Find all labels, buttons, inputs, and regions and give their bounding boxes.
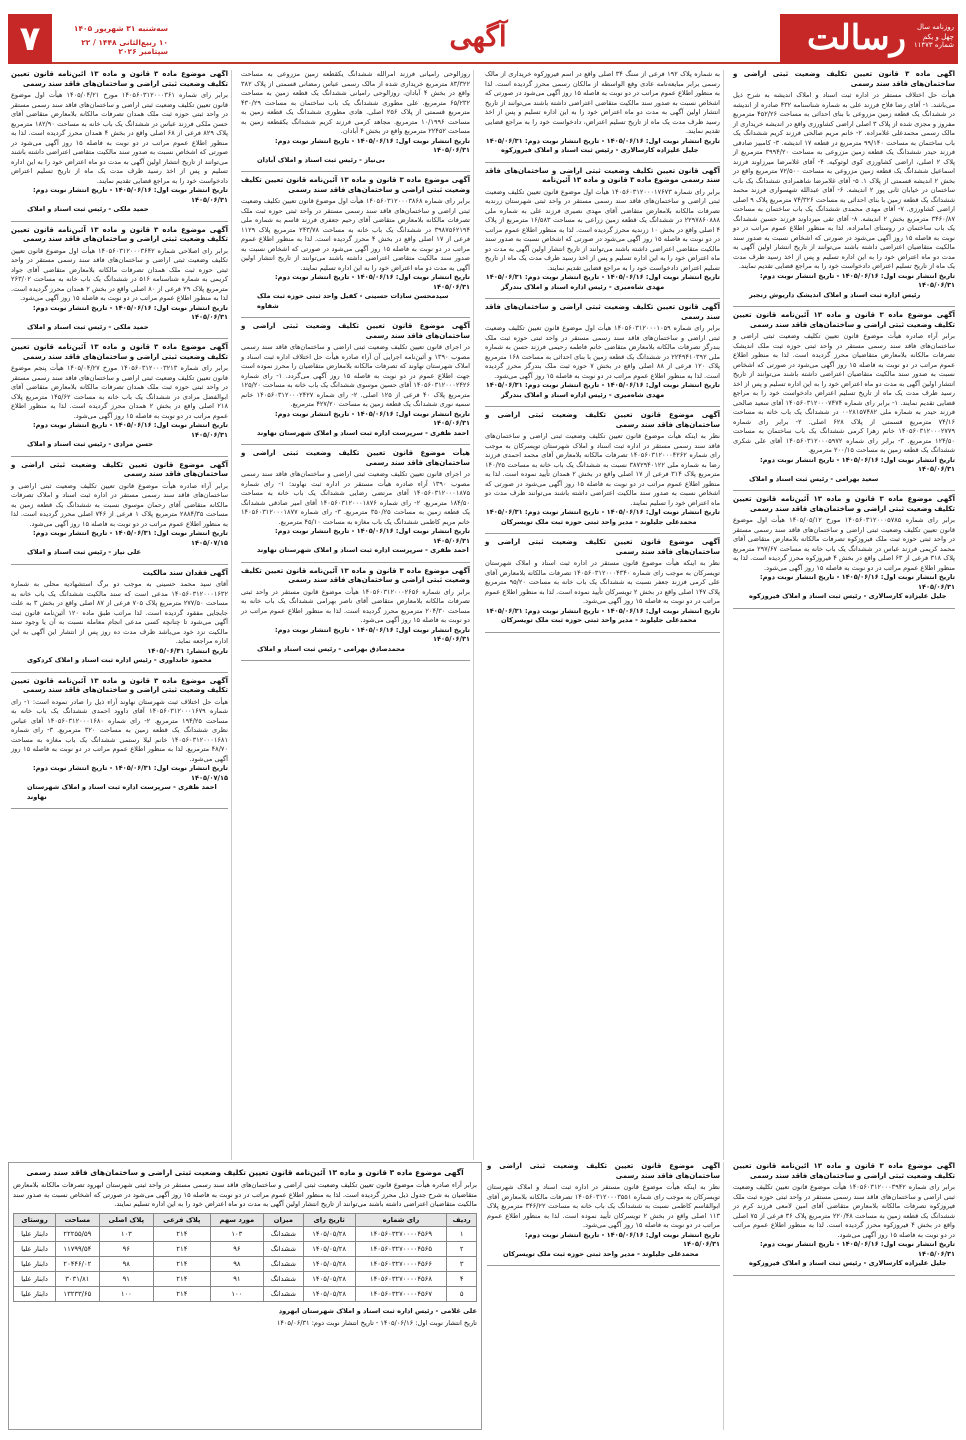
- divider: [11, 221, 228, 222]
- notice: [733, 495, 955, 602]
- divider: [485, 632, 720, 633]
- notice: [241, 567, 470, 655]
- notice-body: برابر رای شماره ۱۴۰۵۶۰۳۱۲۰۰۰۱۷۶۷۳ هیأت اول موضوع قانون تعیین تکلیف وضعیت ثبتی اراضی و ساختمان‌های فاقد سند رسمی مستقر در واحد ثبتی شهرستان زرندیه تصرفات مالکانه بلامعارض متقاضی آقای مهدی نصیری فرزند علی به شماره ملی ۲۲۹۷۸۶۰۸۸۸ در ششدانگ یک قطعه زمین زراعی به مساحت ۱۶/۵۸۳ مترمربع از پلاک ۴ اصلی واقع در بخش ۱۰ زرندیه محرز گردیده است. لذا به منظور اطلاع عموم مراتب در دو نوبت به فاصله ۱۵ روز آگهی می‌شود در صورتی که اشخاص نسبت به صدور سند مالکیت متقاضی اعتراضی داشته باشند می‌توانند از تاریخ انتشار اولین آگهی به مدت دو ماه اعتراض خود را به این اداره تسلیم و پس از اخذ رسید ظرف مدت یک ماه از تاریخ تسلیم اعتراض دادخواست خود را به مراجع قضایی تقدیم نمایند.: [485, 187, 721, 272]
- notice-body: در اجرای قانون تعیین تکلیف وضعیت ثبتی اراضی و ساختمان‌های فاقد سند رسمی مصوب ۱۳۹۰ آراء صادره هیأت مستقر در اداره ثبت نهاوند: ۱- رای شماره ۱۴۰۵۶۰۳۱۲۰۰۰۱۸۷۵ آقای مرتضی رضایی ششدانگ یک باب خانه به مساحت ۱۸۴/۵۰ مترمربع. ۲- رای شماره ۱۴۰۵۶۰۳۱۲۰۰۰۱۸۷۶ آقای امیر صادقی ششدانگ یک قطعه زمین به مساحت ۳۵۰/۲۵ مترمربع. ۳- رای شماره ۱۴۰۵۶۰۳۱۲۰۰۰۱۸۷۷ خانم مریم کاظمی ششدانگ یک باب مغازه به مساحت ۴۵/۱۰ مترمربع.: [241, 470, 470, 526]
- notice-body: برابر رای شماره ۱۴۰۵۶۰۳۱۲۰۰۰۳۶۱ مورخ ۱۴۰۵/۰۴/۲۱ هیأت اول موضوع قانون تعیین تکلیف وضعیت ثبتی اراضی و ساختمان‌های فاقد سند رسمی مستقر در واحد ثبتی حوزه ثبت ملک همدان تصرفات مالکانه بلامعارض متقاضی آقای حسن ملکی فرزند عباس در ششدانگ یک باب خانه به مساحت ۱۸۲/۹۰ مترمربع پلاک ۸۲۹ فرعی از ۶۸ اصلی واقع در بخش ۴ همدان محرز گردیده است. لذا به منظور اطلاع عموم مراتب در دو نوبت به فاصله ۱۵ روز آگهی می‌شود در صورتی که اشخاص نسبت به صدور سند مالکیت متقاضی اعتراضی داشته باشند می‌توانند از تاریخ انتشار اولین آگهی به مدت دو ماه اعتراض خود را به این اداره تسلیم و پس از اخذ رسید ظرف مدت یک ماه از تاریخ تسلیم اعتراض دادخواست خود را به مراجع قضایی تقدیم نمایند.: [11, 91, 228, 185]
- notice-columns: [8, 70, 958, 1160]
- table-row: [14, 1286, 477, 1301]
- table-cell: ۴: [447, 1271, 477, 1286]
- notice-date: تاریخ انتشار نوبت اول: ۱۴۰۵/۰۶/۱۶ - تاریخ انتشار نوبت دوم: ۱۴۰۵/۰۶/۳۱: [275, 273, 470, 291]
- table-cell: ۱۳۲۳۳/۶۵: [56, 1286, 100, 1301]
- notice-title: آگهی موضوع ماده ۳ قانون و ماده ۱۳ آئین‌نامه قانون تعیین تکلیف وضعیت ثبتی اراضی و ساختمان‌های فاقد سند رسمی: [241, 566, 470, 584]
- notice-signature: محمدعلی جلیلوند - مدیر واحد ثبتی حوزه ثبت ملک تویسرکان: [501, 517, 697, 526]
- table-notice-signature: علی غلامی - رئیس اداره ثبت اسناد و املاک شهرستان ابهرود: [278, 1306, 477, 1315]
- table-notice-intro: برابر آراء صادره هیأت موضوع قانون تعیین تکلیف وضعیت ثبتی اراضی و ساختمان‌های فاقد سند رسمی مستقر در واحد ثبتی شهرستان ابهرود تصرفات مالکانه بلامعارض متقاضیان به شرح جدول ذیل محرز گردیده است. لذا به منظور اطلاع عموم مراتب در دو نوبت به فاصله ۱۵ روز آگهی می‌شود در صورتی که اشخاص نسبت به صدور سند مالکیت متقاضیان اعتراضی داشته باشند می‌توانند از تاریخ انتشار اولین آگهی به مدت دو ماه اعتراض خود را به این اداره تسلیم نمایند.: [13, 1181, 478, 1208]
- notice-date: تاریخ انتشار نوبت اول: ۱۴۰۵/۰۶/۱۶ - تاریخ انتشار نوبت دوم: ۱۴۰۵/۰۶/۳۱: [275, 625, 470, 643]
- notice-signature: احمد ظفری - سرپرست اداره ثبت اسناد و املاک شهرستان نهاوند: [257, 428, 469, 437]
- notice: [11, 70, 228, 215]
- notice-body: روزالوحی رامیانی فرزند امرالله ششدانگ یکقطعه زمین مزروعی به مساحت ۸۳/۳۲۲ مترمربع خریداری شده از مالک رسمی عباس رمضانی قسمتی از پلاک ۳۸۲ واقع در بخش ۴ آبادان. روزالوحی رامیانی ششدانگ یک قطعه زمین به مساحت ۶۵/۲۳۲ مترمربع. علی مطوری ششدانگ یک باب ساختمان به مساحت ۴۳۰/۲۹ مترمربع قسمتی از پلاک ۲۵۶ اصلی. هادی مطوری ششدانگ یک قطعه زمین به مساحت ۱۰/۱۹۹۶ مترمربع. مجاهد کرمی فرزند کریم ششدانگ یکقطعه زمین به مساحت ۲۲۴۵۲ مترمربع واقع در بخش ۴ آبادان.: [241, 70, 470, 135]
- table-cell: ۱۴۰۵۶۰۳۲۷۰۰۰۰۴۵۶۹: [355, 1226, 447, 1241]
- table-cell: ۹۸: [99, 1256, 153, 1271]
- divider: [241, 660, 470, 661]
- notice-date: تاریخ انتشار نوبت اول: ۱۴۰۵/۰۶/۱۶ - تاریخ انتشار نوبت دوم: ۱۴۰۵/۰۶/۳۱: [485, 381, 720, 389]
- table-header-cell: رای شماره: [355, 1213, 447, 1226]
- divider: [487, 1265, 720, 1266]
- notice-body: نظر به اینکه هیأت موضوع قانون تعیین تکلیف وضعیت ثبتی اراضی و ساختمان‌های فاقد سند رسمی مستقر در اداره ثبت اسناد و املاک شهرستان تویسرکان به موجب رای شماره ۱۴۰۵۶۰۳۱۲۰۰۰۴۲۶۲ تصرفات مالکانه بلامعارض آقای محمد احمدی فرزند رضا به شماره ملی ۳۸۷۲۹۴۰۱۲۲ نسبت به ششدانگ یک باب خانه به مساحت ۱۴۰/۲۵ مترمربع پلاک ۳۱۴ فرعی از ۱۷ اصلی واقع در بخش ۲ همدان تأیید نموده است. لذا به منظور اطلاع عموم مراتب در دو نوبت به فاصله ۱۵ روز آگهی می‌شود در صورتی که اشخاص نسبت به صدور سند مالکیت اعتراضی داشته باشند می‌توانند ظرف مدت دو ماه اعتراض خود را تسلیم نمایند.: [485, 432, 721, 507]
- notice-body: آقای سید محمد حسینی به موجب دو برگ استشهادیه محلی به شماره ۱۴۰۵۶۰۳۱۲۰۰۰۱۶۳۲ مدعی است که سند مالکیت ششدانگ یک باب خانه به مساحت ۲۷۷/۵۰ مترمربع پلاک ۷۰۵ فرعی از ۸۷ اصلی واقع در بخش ۳ به علت جابجایی مفقود گردیده است. لذا مراتب طبق ماده ۱۲۰ آئین‌نامه قانون ثبت آگهی می‌شود تا چنانچه کسی مدعی انجام معامله نسبت به آن یا وجود سند مالکیت نزد خود می‌باشد ظرف مدت ده روز پس از انتشار این آگهی به این اداره مراجعه نماید.: [11, 580, 229, 645]
- notice-date: تاریخ انتشار نوبت اول: ۱۴۰۵/۰۶/۱۶ - تاریخ انتشار نوبت دوم: ۱۴۰۵/۰۶/۳۱: [33, 303, 228, 321]
- table-cell: ششدانگ: [263, 1226, 303, 1241]
- column-4: [8, 70, 232, 1160]
- table-cell: ششدانگ: [263, 1241, 303, 1256]
- bottom-right-col-1: [730, 1162, 958, 1430]
- table-cell: ۱۰۰: [210, 1286, 263, 1301]
- notice-body: هیأت حل اختلاف ثبت شهرستان نهاوند آراء ذیل را صادر نموده است: ۱- رای شماره ۱۴۰۵۶۰۳۱۲۰۰۰۱۶۷۹ آقای داوود احمدی ششدانگ یک باب خانه به مساحت ۱۹۴/۲۵ مترمربع. ۲- رای شماره ۱۴۰۵۶۰۳۱۲۰۰۰۱۶۸۰ آقای عباس نظری ششدانگ یک قطعه زمین به مساحت ۳۲۰ مترمربع. ۳- رای شماره ۱۴۰۵۶۰۳۱۲۰۰۰۱۶۸۱ خانم لیلا رستمی ششدانگ یک باب مغازه به مساحت ۴۸/۷۰ مترمربع. لذا به منظور اطلاع عموم مراتب در دو نوبت به فاصله ۱۵ روز آگهی می‌شود.: [11, 697, 229, 763]
- divider: [11, 672, 228, 673]
- notice: [11, 677, 228, 803]
- table-cell: ۱۴۰۵/۰۵/۲۸: [303, 1226, 355, 1241]
- notice-signature: سعید بهرامی - رئیس ثبت اسناد و املاک: [749, 474, 879, 483]
- column-3: [238, 70, 474, 1160]
- notice-title: آگهی موضوع قانون تعیین تکلیف وضعیت ثبتی اراضی و ساختمان‌های فاقد سند رسمی: [11, 460, 228, 478]
- notice-date: تاریخ انتشار نوبت اول: ۱۴۰۵/۰۶/۱۶ - تاریخ انتشار نوبت دوم: ۱۴۰۵/۰۶/۳۱: [33, 186, 228, 204]
- notice-signature: محمدعلی جلیلوند - مدیر واحد ثبتی حوزه ثبت ملک تویسرکان: [503, 1249, 699, 1258]
- notice-body: برابر رای شماره ۱۴۰۵۶۰۳۱۲۰۰۰۵۷۸۵ مورخ ۱۴۰۵/۰۵/۱۲ هیأت اول موضوع قانون تعیین تکلیف وضعیت ثبتی اراضی و ساختمان‌های فاقد سند رسمی مستقر در واحد ثبتی حوزه ثبت ملک فیروزکوه تصرفات مالکانه بلامعارض متقاضی آقای محمد کریمی فرزند عباس در ششدانگ یک باب خانه به مساحت ۲۹۷/۶۷ مترمربع پلاک ۳۱۸ فرعی از ۶۳ اصلی واقع در بخش ۴ فیروزکوه محرز گردیده است. لذا به منظور اطلاع عموم مراتب در دو نوبت به فاصله ۱۵ روز آگهی می‌شود.: [733, 516, 955, 572]
- table-cell: دابنار علیا: [14, 1271, 56, 1286]
- notice-body: هیأت حل اختلاف مستقر در اداره ثبت اسناد و املاک اندیشه به شرح ذیل می‌باشد. ۱- آقای رضا فلاح فرزند علی به شماره شناسنامه ۴۳۲ صادره از اندیشه در ششدانگ یک قطعه زمین مزروعی با بنای احداثی به مساحت ۴۵۲/۲۶ مترمربع مفروز و مجزی شده از پلاک ۳ اصلی اراضی کشاورزی واقع در اندیشه خریداری از مالک رسمی محمدعلی غلامزاده. ۲- خانم مریم صالحی فرزند کریم ششدانگ یک باب ساختمان به مساحت ۹۹/۱۴۰ مترمربع در قطعه ۱۷ اندیشه. ۳- کامبیز صادقی فرزند حیدر ششدانگ یک قطعه زمین مزروعی به مساحت ۳۹۹۴/۲۰ مترمربع از پلاک ۲ اصلی، اراضی کشاورزی کوی لوتوکیه. ۴- آقای غلامرضا میرزاوند فرزند اسماعیل ششدانگ یک قطعه زمین مزروعی به مساحت ۷۲/۵۰۰ مترمربع واقع در بخش ۲ اندیشه قسمتی از پلاک ۱. ۵- آقای غلامرضا شاهمرادی ششدانگ یک باب ساختمان در خیابان ثانی پور ۲ اندیشه. ۶- آقای عبدالله شهسواری فرزند محمد ششدانگ یک قطعه زمین با بنای احداثی به مساحت ۷۴/۳۲۶ مترمربع پلاک ۹ اصلی اراضی کشاورزی. ۷- آقای مهدی محمدی ششدانگ یک باب ساختمان به مساحت ۳۴۶۰/۸۷ مترمربع بخش ۲ اندیشه. ۸- آقای تقی میرداوند فرزند حسین ششدانگ یک باب ساختمان در روستای امامزاده. لذا به منظور اطلاع عموم مراتب در دو نوبت به فاصله ۱۵ روز آگهی می‌شود در صورتی که اشخاص نسبت به صدور سند مالکیت متقاضیان اعتراضی داشته باشند می‌توانند از تاریخ انتشار اولین آگهی به مدت دو ماه اعتراض خود را به این اداره تسلیم و پس از اخذ رسید ظرف مدت یک ماه از تاریخ تسلیم اعتراض دادخواست خود را به مراجع قضایی تقدیم نمایند.: [733, 91, 956, 270]
- notice-date: تاریخ انتشار نوبت اول: ۱۴۰۵/۰۶/۱۶ - تاریخ انتشار نوبت دوم: ۱۴۰۵/۰۶/۳۱: [275, 527, 470, 545]
- bottom-right-notices: [484, 1162, 958, 1430]
- table-cell: ۲۱۴: [154, 1241, 211, 1256]
- table-cell: ۲۱۴: [154, 1286, 211, 1301]
- table-cell: ۲۰۴۴۶/۰۲: [56, 1256, 100, 1271]
- notice-title: آگهی موضوع ماده ۳ قانون و ماده ۱۳ آئین‌نامه قانون تعیین تکلیف وضعیت ثبتی اراضی و ساختمان‌های فاقد سند رسمی: [11, 343, 228, 361]
- notice-signature: مهدی شاه‌میری - رئیس اداره اسناد و املاک بندرگز: [501, 282, 665, 291]
- table-notice-dates: تاریخ انتشار نوبت اول: ۱۴۰۵/۰۶/۱۶ - تاریخ انتشار نوبت دوم: ۱۴۰۵/۰۶/۳۱: [276, 1318, 477, 1327]
- notice: [241, 322, 470, 438]
- notice-signature: احمد ظفری - سرپرست اداره ثبت اسناد و املاک شهرستان نهاوند: [27, 783, 217, 801]
- notice-date: تاریخ انتشار نوبت اول: ۱۴۰۵/۰۶/۱۶ - تاریخ انتشار نوبت دوم: ۱۴۰۵/۰۶/۳۱: [275, 409, 470, 427]
- table-cell: ۹۶: [210, 1241, 263, 1256]
- notice: [11, 461, 228, 558]
- divider: [11, 564, 228, 565]
- notice-date: تاریخ انتشار نوبت اول: ۱۴۰۵/۰۶/۱۶ - تاریخ انتشار نوبت دوم: ۱۴۰۵/۰۶/۳۱: [760, 573, 955, 591]
- table-cell: ۱۰۰: [99, 1286, 153, 1301]
- table-cell: ۱۰۳: [99, 1226, 153, 1241]
- notice: [241, 176, 470, 311]
- notice: [733, 311, 955, 484]
- table-row: [14, 1271, 477, 1286]
- notice-date: تاریخ انتشار نوبت اول: ۱۴۰۵/۰۶/۳۱ - تاریخ انتشار نوبت دوم: ۱۴۰۵/۰۷/۱۵: [33, 529, 228, 547]
- divider: [11, 338, 228, 339]
- notice-title: آگهی موضوع ماده ۳ قانون و ماده ۱۳ آئین‌نامه قانون تعیین تکلیف وضعیت ثبتی اراضی و ساختمان‌های فاقد سند رسمی: [733, 311, 955, 329]
- notice-body: برابر رای شماره ۱۴۰۵۶۰۳۱۲۰۰۰۳۲۱۳ مورخ ۱۴۰۵/۰۴/۲۷ هیأت پنجم موضوع قانون تعیین تکلیف وضعیت ثبتی اراضی و ساختمان‌های فاقد سند رسمی مستقر در واحد ثبتی حوزه ثبت ملک همدان تصرفات مالکانه بلامعارض متقاضی آقای ابوالفضل مرادی در ششدانگ یک باب خانه به مساحت ۱۴۵/۶۲ مترمربع پلاک ۲۱۸ اصلی واقع در بخش ۲ همدان محرز گردیده است. لذا به منظور اطلاع عموم مراتب در دو نوبت به فاصله ۱۵ روز آگهی می‌شود.: [11, 364, 229, 420]
- table-cell: ۹۱: [210, 1271, 263, 1286]
- table-header-cell: مساحت: [56, 1213, 100, 1226]
- table-row: [14, 1241, 477, 1256]
- table-cell: ۲: [447, 1241, 477, 1256]
- notice-date: تاریخ انتشار: ۱۴۰۵/۰۶/۳۱: [147, 646, 228, 655]
- notice-title: هیأت موضوع قانون تعیین تکلیف وضعیت ثبتی اراضی و ساختمان‌های فاقد سند رسمی: [241, 449, 470, 467]
- notice-date: تاریخ انتشار نوبت اول: ۱۴۰۵/۰۶/۱۶ - تاریخ انتشار نوبت دوم: ۱۴۰۵/۰۶/۳۱: [485, 136, 720, 145]
- notice: [241, 449, 470, 556]
- section-title: آگهی: [449, 20, 507, 53]
- table-cell: ۱۴۰۵۶۰۳۲۷۰۰۰۰۴۵۶۵: [355, 1241, 447, 1256]
- table-cell: ۲۱۴: [154, 1226, 211, 1241]
- notice-body: برابر رای شماره ۱۴۰۵۶۰۳۱۲۰۰۰۲۶۵۶ هیأت موضوع قانون مستقر در واحد ثبتی تصرفات مالکانه بلامعارض متقاضی آقای ناصر بهرامی ششدانگ یک باب خانه به مساحت ۲۰۴/۳۰ مترمربع محرز گردیده است. لذا به منظور اطلاع عموم مراتب در دو نوبت به فاصله ۱۵ روز آگهی می‌شود.: [241, 587, 471, 624]
- table-cell: ۳: [447, 1256, 477, 1271]
- column-2: [482, 70, 724, 1160]
- notice-signature: سیدمحسن سادات حسینی - کفیل واحد ثبتی حوزه ثبت ملک شفاوه: [257, 292, 449, 310]
- table-cell: ششدانگ: [263, 1271, 303, 1286]
- divider: [733, 608, 955, 609]
- notice-title: آگهی موضوع ماده ۳ قانون و ماده ۱۳ آئین‌نامه قانون تعیین تکلیف وضعیت ثبتی اراضی و ساختمان‌های فاقد سند رسمی: [11, 676, 228, 694]
- table-cell: ۲۲۲۵۵/۵۹: [56, 1226, 100, 1241]
- notice-title: آگهی ماده ۳ قانون تعیین تکلیف وضعیت ثبتی اراضی و ساختمان‌های فاقد سند رسمی: [733, 70, 955, 88]
- divider: [485, 298, 720, 299]
- masthead: [8, 14, 958, 64]
- table-cell: ۱۰۳: [210, 1226, 263, 1241]
- table-row: [14, 1256, 477, 1271]
- notice-signature: رئیس اداره ثبت اسناد و املاک اندیشک داریوش رنجبر: [749, 290, 921, 299]
- registry-table: [13, 1213, 477, 1302]
- notice-date: تاریخ انتشار نوبت اول: ۱۴۰۵/۰۶/۱۶ - تاریخ انتشار نوبت دوم: ۱۴۰۵/۰۶/۳۱: [485, 273, 720, 281]
- table-header-cell: مورد سهم: [210, 1213, 263, 1226]
- column-1: [730, 70, 958, 1160]
- table-cell: ۱: [447, 1226, 477, 1241]
- notice-date: تاریخ انتشار نوبت اول: ۱۴۰۵/۰۶/۱۶ - تاریخ انتشار نوبت دوم: ۱۴۰۵/۰۶/۳۱: [485, 508, 720, 516]
- table-cell: ۱۴۰۵۶۰۳۲۷۰۰۰۰۴۵۶۷: [355, 1286, 447, 1301]
- notice: [733, 70, 955, 300]
- notice-date: تاریخ انتشار نوبت اول: ۱۴۰۵/۰۶/۱۶ - تاریخ انتشار نوبت دوم: ۱۴۰۵/۰۶/۳۱: [275, 136, 470, 154]
- table-header-cell: روستای: [14, 1213, 56, 1226]
- notice-signature: احمد ظفری - سرپرست اداره ثبت اسناد و املاک شهرستان نهاوند: [257, 546, 469, 554]
- table-cell: ۲۱۴: [154, 1271, 211, 1286]
- notice-body: در اجرای قانون تعیین تکلیف وضعیت ثبتی اراضی و ساختمان‌های فاقد سند رسمی مصوب ۱۳۹۰ و آئین‌نامه اجرایی آن آراء صادره هیأت حل اختلاف اداره ثبت اسناد و املاک شهرستان نهاوند که تصرفات مالکانه بلامعارض متقاضیان را محرز نموده است جهت اطلاع عموم در دو نوبت به فاصله ۱۵ روز آگهی می‌گردد. ۱- رای شماره ۱۴۰۵۶۰۳۱۲۰۰۰۲۴۲۶ آقای حسین موسوی ششدانگ یک باب خانه به مساحت ۱۲۵/۲۰ مترمربع پلاک ۴۰ فرعی از ۱۲۵ اصلی. ۲- رای شماره ۱۴۰۵۶۰۳۱۲۰۰۰۲۴۲۷ خانم سمیه نوری ششدانگ یک قطعه زمین به مساحت ۴۲۷/۲۰ مترمربع.: [241, 343, 471, 408]
- notice-signature: جلیل علیزاده کارسالاری - رئیس ثبت اسناد و املاک فیروزکوه: [501, 146, 699, 154]
- notice-title: آگهی موضوع قانون تعیین تکلیف وضعیت ثبتی اراضی و ساختمان‌های فاقد سند رسمی: [487, 1162, 720, 1180]
- table-cell: ۱۴۰۵/۰۵/۲۸: [303, 1286, 355, 1301]
- notice-title: آگهی موضوع ماده ۳ قانون و ماده ۱۳ آئین‌نامه قانون تعیین تکلیف وضعیت ثبتی اراضی و ساختمان‌های فاقد سند رسمی: [733, 1162, 955, 1180]
- notice-signature: بی‌نیاز - رئیس ثبت اسناد و املاک آبادان: [257, 155, 385, 164]
- notice-body: برابر آراء صادره هیأت موضوع قانون تعیین تکلیف وضعیت ثبتی اراضی و ساختمان‌های فاقد سند رسمی مستقر در واحد ثبتی حوزه ثبت ملک اندیشک تصرفات مالکانه بلامعارض متقاضیان محرز گردیده است. لذا به منظور اطلاع عموم مراتب در دو نوبت به فاصله ۱۵ روز آگهی می‌شود در صورتی که اشخاص نسبت به صدور سند مالکیت متقاضیان اعتراضی داشته باشند می‌توانند از تاریخ انتشار اولین آگهی به مدت دو ماه اعتراض خود را به این اداره تسلیم و پس از اخذ رسید ظرف مدت یک ماه از تاریخ تسلیم اعتراض دادخواست خود را به مراجع قضایی تقدیم نمایند. ۱- برابر رای شماره ۱۴۰۵۶۰۳۱۲۰۰۰۷۴۷۴ آقای سعید صالحی فرزند حیدر به شماره ملی ۰۰۲۸۱۵۷۴۸۲ در ششدانگ یک باب خانه به مساحت ۷۴/۱۶ مترمربع قسمتی از پلاک ۶۲۸ اصلی. ۲- برابر رای شماره ۱۴۰۵۶۰۳۱۲۰۰۰۲۷۷۹ خانم زهرا کرمی ششدانگ یک باب ساختمان به مساحت ۱۲۴/۵۰ مترمربع. ۳- برابر رای شماره ۱۴۰۵۶۰۳۱۲۰۰۰۵۹۷۲ آقای علی شکری ششدانگ یک قطعه زمین به مساحت ۲۰۰/۱۵ مترمربع.: [733, 332, 955, 454]
- table-header-cell: میزان: [263, 1213, 303, 1226]
- notice-signature: علی نیاز - رئیس ثبت اسناد و املاک: [27, 548, 142, 556]
- table-cell: دابنار علیا: [14, 1286, 56, 1301]
- table-cell: ۳۰۳۱/۸۱: [56, 1271, 100, 1286]
- notice-signature: مهدی شاه‌میری - رئیس اداره اسناد و املاک بندرگز: [501, 390, 665, 399]
- bottom-right-col-2: [484, 1162, 724, 1430]
- notice-title: آگهی موضوع ماده ۳ قانون و ماده ۱۳ آئین‌نامه قانون تعیین تکلیف وضعیت ثبتی اراضی و ساختمان‌های فاقد سند رسمی: [11, 225, 228, 243]
- divider: [733, 306, 955, 307]
- table-header-row: [14, 1213, 477, 1226]
- divider: [485, 406, 720, 407]
- notice-title: آگهی قانون تعیین تکلیف وضعیت ثبتی اراضی و ساختمان‌های فاقد سند رسمی: [485, 303, 720, 321]
- notice: [11, 226, 228, 333]
- notice-date: تاریخ انتشار نوبت اول: ۱۴۰۵/۰۶/۱۶ - تاریخ انتشار نوبت دوم: ۱۴۰۵/۰۶/۳۱: [760, 455, 955, 473]
- divider: [241, 317, 470, 318]
- notice-date: تاریخ انتشار نوبت اول: ۱۴۰۵/۰۶/۱۶ - تاریخ انتشار نوبت دوم: ۱۴۰۵/۰۶/۳۱: [760, 1240, 955, 1258]
- notice-signature: حمید ملکی - رئیس ثبت اسناد و املاک: [27, 322, 149, 331]
- notice-date: تاریخ انتشار نوبت اول: ۱۴۰۵/۰۶/۳۱ - تاریخ انتشار نوبت دوم: ۱۴۰۵/۰۷/۱۵: [33, 764, 228, 782]
- notice-title: آگهی موضوع قانون تعیین تکلیف وضعیت ثبتی اراضی و ساختمان‌های فاقد سند رسمی: [485, 538, 720, 556]
- divider: [241, 562, 470, 563]
- table-header-cell: ردیف: [447, 1213, 477, 1226]
- notice-body: برابر رای شماره ۱۴۰۵۶۰۳۱۲۰۰۰۱۰۵۹ هیأت اول موضوع قانون تعیین تکلیف وضعیت ثبتی اراضی و ساختمان‌های فاقد سند رسمی مستقر در واحد ثبتی حوزه ثبت ملک بندرگز تصرفات مالکانه بلامعارض متقاضی خانم فاطمه رحیمی فرزند حسن به شماره ملی ۲۲۴۹۴۱۰۳۹۲ در ششدانگ یک قطعه زمین با بنای احداثی به مساحت ۱۶۸ مترمربع پلاک ۱۲۰ فرعی از ۸۸ اصلی واقع در بخش ۷ حوزه ثبت ملک بندرگز محرز گردیده است. لذا به منظور اطلاع عموم مراتب در دو نوبت به فاصله ۱۵ روز آگهی می‌شود.: [485, 324, 721, 380]
- divider: [485, 533, 720, 534]
- notice-body: برابر رای شماره ۱۴۰۵۶۰۳۱۲۰۰۰۳۹۴۲ هیأت موضوع قانون تعیین تکلیف وضعیت ثبتی اراضی و ساختمان‌های فاقد سند رسمی مستقر در واحد ثبتی حوزه ثبت ملک فیروزکوه تصرفات مالکانه بلامعارض متقاضی آقای امین لامعی فرزند کرم در ششدانگ یک قطعه زمین به مساحت ۲۲۰/۴۸ مترمربع پلاک ۳۶ فرعی از ۷۵ اصلی واقع در بخش ۴ فیروزکوه محرز گردیده است. لذا به منظور اطلاع عموم مراتب در دو نوبت به فاصله ۱۵ روز آگهی می‌شود.: [733, 1183, 955, 1239]
- notice: [11, 343, 228, 450]
- notice-date: تاریخ انتشار نوبت اول: ۱۴۰۵/۰۶/۱۶ - تاریخ انتشار نوبت دوم: ۱۴۰۵/۰۶/۳۱: [760, 271, 955, 289]
- brand-block: [780, 14, 958, 64]
- notice-body: نظر به اینکه هیأت موضوع قانون مستقر در اداره ثبت اسناد و املاک شهرستان تویسرکان به موجب رای شماره ۱۴۰۵۶۰۳۱۲۰۰۰۴۳۴۰ تصرفات مالکانه بلامعارض آقای علی کرمی فرزند جعفر نسبت به ششدانگ یک باب خانه به مساحت ۹۵/۲۰ مترمربع پلاک ۱۴۷ اصلی واقع در بخش ۲ تویسرکان تأیید نموده است. لذا به منظور اطلاع عموم مراتب در دو نوبت به فاصله ۱۵ روز آگهی می‌شود.: [485, 559, 720, 605]
- notice-title: آگهی موضوع ماده ۳ قانون و ماده ۱۳ آئین‌نامه قانون تعیین تکلیف وضعیت ثبتی اراضی و ساختمان‌های فاقد سند رسمی: [733, 495, 955, 513]
- table-header-cell: پلاک فرعی: [154, 1213, 211, 1226]
- table-cell: ششدانگ: [263, 1256, 303, 1271]
- notice-body: برابر رای اصلاحی شماره ۱۴۰۵۶۰۳۱۲۰۰۰۳۶۴۲ هیأت اول موضوع قانون تعیین تکلیف وضعیت ثبتی اراضی و ساختمان‌های فاقد سند رسمی مستقر در واحد ثبتی حوزه ثبت ملک همدان تصرفات مالکانه بلامعارض متقاضی آقای جواد کریمی به شماره شناسنامه ۵۱۶ در ششدانگ یک باب خانه به مساحت ۲۶۳/۰۲ مترمربع پلاک ۲۹ فرعی از ۸۰ اصلی واقع در بخش ۲ همدان محرز گردیده است. لذا به منظور اطلاع عموم مراتب در دو نوبت به فاصله ۱۵ روز آگهی می‌شود.: [11, 246, 229, 302]
- notice-date: تاریخ انتشار نوبت اول: ۱۴۰۵/۰۶/۱۶ - تاریخ انتشار نوبت دوم: ۱۴۰۵/۰۶/۳۱: [33, 421, 228, 439]
- table-cell: دابنار علیا: [14, 1241, 56, 1256]
- table-cell: ۱۴۰۵۶۰۳۲۷۰۰۰۰۴۵۶۸: [355, 1271, 447, 1286]
- notice-date: تاریخ انتشار نوبت اول: ۱۴۰۵/۰۶/۱۶ - تاریخ انتشار نوبت دوم: ۱۴۰۵/۰۶/۳۱: [525, 1230, 720, 1248]
- notice-signature: حمید ملکی - رئیس ثبت اسناد و املاک: [27, 205, 149, 213]
- notice: [485, 167, 720, 293]
- table-row: [14, 1226, 477, 1241]
- notice-title: آگهی موضوع قانون تعیین تکلیف وضعیت ثبتی اراضی و ساختمان‌های فاقد سند رسمی: [485, 411, 720, 429]
- newspaper-tagline: روزنامه سال چهل و یکم: [916, 23, 954, 41]
- table-cell: ۱۱۷۹۹/۵۴: [56, 1241, 100, 1256]
- table-cell: دابنار علیا: [14, 1256, 56, 1271]
- notice-date: تاریخ انتشار نوبت اول: ۱۴۰۵/۰۶/۱۶ - تاریخ انتشار نوبت دوم: ۱۴۰۵/۰۶/۳۱: [485, 606, 720, 615]
- notice-signature: محمود خانداوری - رئیس اداره ثبت اسناد و املاک کردکوی: [27, 656, 212, 664]
- table-cell: ۹۸: [210, 1256, 263, 1271]
- table-cell: ۹۱: [99, 1271, 153, 1286]
- divider: [11, 808, 228, 809]
- table-header-cell: تاریخ رای: [303, 1213, 355, 1226]
- notice: [485, 70, 720, 156]
- table-cell: دابنار علیا: [14, 1226, 56, 1241]
- notice-signature: حسن مرادی - رئیس ثبت اسناد و املاک: [27, 440, 153, 448]
- divider: [241, 444, 470, 445]
- issue-number: شماره ۱۱۴۷۳: [913, 41, 954, 49]
- notice-signature: محمدصادق بهرامی - رئیس ثبت اسناد و املاک: [257, 644, 405, 653]
- notice: [11, 569, 228, 666]
- notice-body: به شماره پلاک ۱۹۲ فرعی از سنگ ۳۴ اصلی واقع در اسم فیروزکوه خریداری از مالک رسمی برابر مبایعه‌نامه عادی وقع الواسطه از مالکان رسمی محرز گردیده است. لذا به منظور اطلاع عموم مراتب در دو نوبت به فاصله ۱۵ روز آگهی می‌شود در صورتی که اشخاص نسبت به صدور سند مالکیت متقاضی اعتراضی داشته باشند می‌توانند از تاریخ انتشار اولین آگهی به مدت دو ماه اعتراض خود را به این اداره تسلیم و پس از اخذ رسید ظرف مدت یک ماه از تاریخ تسلیم اعتراض، دادخواست خود را به مراجع قضایی تقدیم نمایند.: [485, 70, 720, 135]
- notice: [485, 303, 720, 400]
- notice-title: آگهی قانون تعیین تکلیف وضعیت ثبتی اراضی و ساختمان‌های فاقد سند رسمی موضوع ماده ۳ قانون و ماده ۱۳ آئین‌نامه: [485, 166, 720, 184]
- table-cell: ۲۱۴: [154, 1256, 211, 1271]
- notice-signature: محمدعلی جلیلوند - مدیر واحد ثبتی حوزه ثبت ملک تویسرکان: [501, 616, 697, 624]
- notice-body: نظر به اینکه هیأت موضوع قانون مستقر در اداره ثبت اسناد و املاک شهرستان تویسرکان به موجب رای شماره ۱۴۰۵۶۰۳۱۲۰۰۰۳۵۵۱ تصرفات مالکانه بلامعارض آقای ابوالقاسم کاظمی نسبت به ششدانگ یک باب خانه به مساحت ۳۴۶/۲۲ مترمربع پلاک ۱۱۳ اصلی واقع در بخش ۲ تویسرکان تأیید نموده است. لذا به منظور اطلاع عموم مراتب در دو نوبت به فاصله ۱۵ روز آگهی می‌شود.: [487, 1183, 720, 1229]
- date-block: [8, 14, 168, 64]
- notice: [241, 70, 470, 165]
- table-cell: ۱۴۰۵۶۰۳۲۷۰۰۰۰۴۵۶۶: [355, 1256, 447, 1271]
- divider: [11, 456, 228, 457]
- notice-body: برابر آراء صادره هیأت موضوع قانون تعیین تکلیف وضعیت ثبتی اراضی و ساختمان‌های فاقد سند رسمی مستقر در اداره ثبت اسناد و املاک تصرفات مالکانه متقاضی آقای رحمان موسوی نسبت به ششدانگ یک قطعه زمین به مساحت ۲۸۸۴/۳۵ مترمربع پلاک ۱ فرعی از ۷۴۶ اصلی محرز گردیده است. لذا به منظور اطلاع عموم مراتب در دو نوبت به فاصله ۱۵ روز آگهی می‌شود.: [11, 481, 228, 528]
- divider: [485, 162, 720, 163]
- table-cell: ۹۶: [99, 1241, 153, 1256]
- divider: [733, 1275, 955, 1276]
- notice-title: آگهی موضوع ماده ۳ قانون و ماده ۱۳ آئین‌نامه قانون تعیین تکلیف وضعیت ثبتی اراضی و ساختمان‌های فاقد سند رسمی: [11, 70, 228, 88]
- notice-body: برابر رای شماره ۱۴۰۵۶۰۳۱۲۰۰۰۳۸۶۸ هیأت اول موضوع قانون تعیین تکلیف وضعیت ثبتی اراضی و ساختمان‌های فاقد سند رسمی مستقر در واحد ثبتی حوزه ثبت ملک تصرفات مالکانه بلامعارض متقاضی آقای رحیم جعفری فرزند قاسم به شماره ملی ۳۹۸۷۵۶۲۱۹۴ در ششدانگ یک باب خانه به مساحت ۲۴۳/۷۸ مترمربع پلاک ۱۱۲۹ فرعی از ۱۷ اصلی واقع در بخش ۴ محرز گردیده است. لذا به منظور اطلاع عموم مراتب در دو نوبت به فاصله ۱۵ روز آگهی می‌شود در صورتی که اشخاص نسبت به صدور سند مالکیت متقاضی اعتراضی داشته باشند می‌توانند از تاریخ انتشار اولین آگهی به مدت دو ماه اعتراض خود را به این اداره تسلیم نمایند.: [241, 197, 470, 272]
- notice-signature: جلیل علیزاده کارسالاری - رئیس ثبت اسناد و املاک فیروزکوه: [749, 592, 947, 600]
- table-notice: [8, 1162, 482, 1430]
- date-shamsi: سه‌شنبه ۳۱ شهریور ۱۴۰۵: [73, 24, 168, 33]
- notice-title: آگهی فقدان سند مالکیت: [142, 568, 228, 577]
- notice: [487, 1162, 720, 1259]
- table-cell: ۱۴۰۵/۰۵/۲۸: [303, 1271, 355, 1286]
- divider: [733, 490, 955, 491]
- table-cell: ۱۴۰۵/۰۵/۲۸: [303, 1241, 355, 1256]
- notice: [485, 538, 720, 626]
- notice: [733, 1162, 955, 1269]
- notice: [485, 411, 720, 527]
- notice-title: آگهی موضوع قانون تعیین تکلیف وضعیت ثبتی اراضی و ساختمان‌های فاقد سند رسمی: [241, 322, 470, 340]
- date-other: ۱۰ ربیع‌الثانی ۱۴۴۸ / ۲۲ سپتامبر ۲۰۲۶: [81, 38, 168, 56]
- table-cell: ۱۴۰۵/۰۵/۲۸: [303, 1256, 355, 1271]
- table-cell: ۵: [447, 1286, 477, 1301]
- page-number: ۷: [8, 14, 52, 64]
- notice-title: آگهی موضوع ماده ۳ قانون و ماده ۱۳ آئین‌نامه قانون تعیین تکلیف وضعیت ثبتی اراضی و ساختمان‌های فاقد سند رسمی: [241, 176, 470, 194]
- notice-signature: جلیل علیزاده کارسالاری - رئیس ثبت اسناد و املاک فیروزکوه: [749, 1259, 947, 1267]
- table-notice-title: آگهی موضوع ماده ۳ قانون و ماده ۱۳ آئین‌نامه قانون تعیین تکلیف وضعیت ثبتی اراضی و ساختمان‌های فاقد سند رسمی: [26, 1168, 464, 1177]
- newspaper-logo: رسالت: [806, 18, 906, 58]
- table-header-cell: پلاک اصلی: [99, 1213, 153, 1226]
- table-cell: ششدانگ: [263, 1286, 303, 1301]
- divider: [241, 171, 470, 172]
